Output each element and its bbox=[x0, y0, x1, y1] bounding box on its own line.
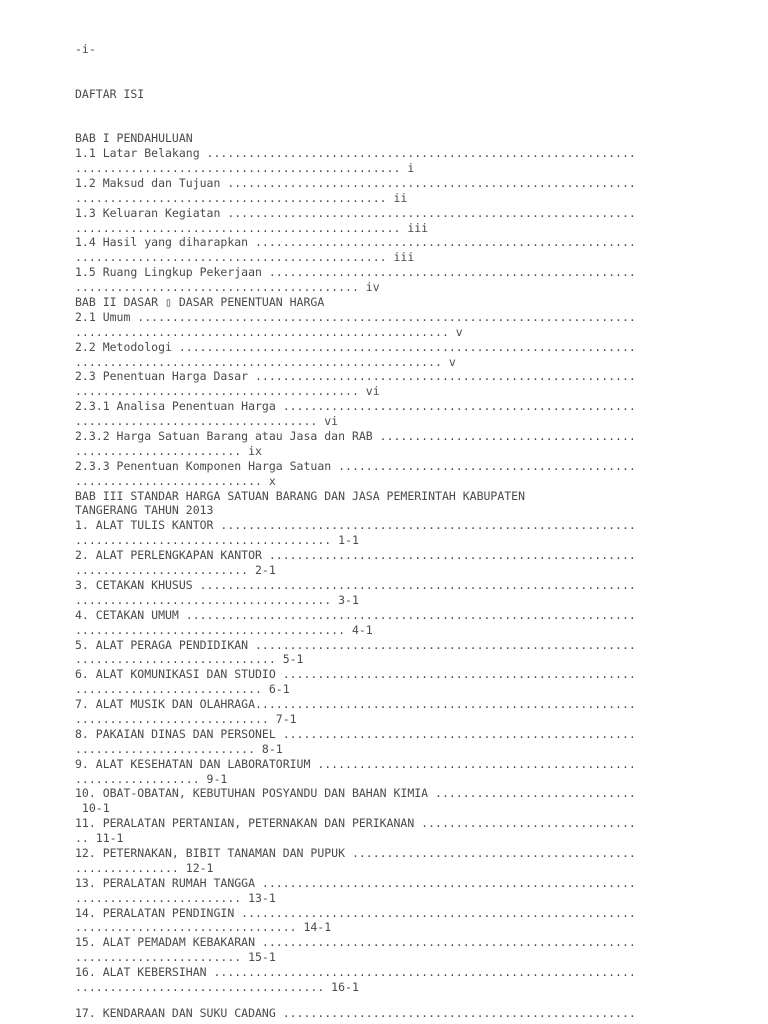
toc-line[interactable]: 5. ALAT PERAGA PENDIDIKAN ....................................................... bbox=[75, 637, 636, 652]
toc-line[interactable]: 14. PERALATAN PENDINGIN ......................................................... bbox=[75, 905, 636, 920]
table-of-contents bbox=[75, 12, 675, 1010]
toc-line[interactable]: 1.3 Keluaran Kegiatan ........................................................... bbox=[75, 205, 636, 220]
toc-line[interactable]: .......................... 8-1 bbox=[75, 741, 283, 756]
toc-line[interactable]: 2.1 Umum ........................................................................ bbox=[75, 309, 636, 324]
toc-line[interactable]: 9. ALAT KESEHATAN DAN LABORATORIUM .............................................. bbox=[75, 756, 636, 771]
toc-line[interactable]: ............... 12-1 bbox=[75, 860, 214, 875]
toc-line[interactable]: 2. ALAT PERLENGKAPAN KANTOR ..................................................... bbox=[75, 548, 636, 563]
toc-line[interactable]: 12. PETERNAKAN, BIBIT TANAMAN DAN PUPUK ......................................... bbox=[75, 845, 636, 860]
toc-line[interactable]: 1.4 Hasil yang diharapkan ....................................................... bbox=[75, 235, 636, 250]
toc-line[interactable]: 15. ALAT PEMADAM KEBAKARAN ...................................................... bbox=[75, 935, 636, 950]
toc-line[interactable]: 10. OBAT-OBATAN, KEBUTUHAN POSYANDU DAN BAHAN KIMIA ............................. bbox=[75, 786, 636, 801]
toc-line[interactable]: ........................ 15-1 bbox=[75, 950, 276, 965]
toc-line[interactable]: 2.3.3 Penentuan Komponen Harga Satuan ........................................... bbox=[75, 458, 636, 473]
toc-line[interactable]: 6. ALAT KOMUNIKASI DAN STUDIO ................................................... bbox=[75, 667, 636, 682]
toc-line[interactable]: 8. PAKAIAN DINAS DAN PERSONEL ................................................... bbox=[75, 726, 636, 741]
toc-line[interactable]: ............................................... i bbox=[75, 161, 415, 175]
toc-line[interactable]: ..................................... 3-1 bbox=[75, 592, 359, 607]
toc-line[interactable]: ............................................. ii bbox=[75, 190, 408, 205]
toc-line[interactable]: ............................................... iii bbox=[75, 220, 429, 235]
toc-line[interactable]: 2.2 Metodologi .................................................................. bbox=[75, 339, 636, 354]
toc-line[interactable]: .. 11-1 bbox=[75, 831, 124, 846]
toc-line[interactable]: ........................ ix bbox=[75, 443, 262, 458]
toc-line[interactable]: BAB III STANDAR HARGA SATUAN BARANG DAN JASA PEMERINTAH KABUPATEN bbox=[75, 488, 526, 503]
toc-line[interactable]: 4. CETAKAN UMUM ................................................................. bbox=[75, 607, 636, 622]
toc-line[interactable]: 1.2 Maksud dan Tujuan ........................................................... bbox=[75, 175, 636, 190]
toc-line[interactable]: 2.3.1 Analisa Penentuan Harga ................................................... bbox=[75, 399, 636, 414]
toc-line[interactable]: ..................................... 1-1 bbox=[75, 533, 359, 548]
toc-line[interactable]: 10-1 bbox=[75, 801, 110, 816]
toc-line[interactable]: TANGERANG TAHUN 2013 bbox=[75, 503, 214, 518]
toc-line[interactable]: 13. PERALATAN RUMAH TANGGA ...................................................... bbox=[75, 875, 636, 890]
toc-line[interactable]: 16. ALAT KEBERSIHAN ............................................................. bbox=[75, 965, 636, 980]
toc-line[interactable]: 1. ALAT TULIS KANTOR ............................................................ bbox=[75, 518, 636, 533]
toc-line[interactable]: .................................... 16-1 bbox=[75, 979, 359, 994]
toc-line[interactable]: ......................................... iv bbox=[75, 280, 380, 295]
toc-line[interactable]: 1.5 Ruang Lingkup Pekerjaan ..................................................... bbox=[75, 265, 636, 280]
toc-line[interactable]: .................. 9-1 bbox=[75, 771, 228, 786]
toc-line[interactable]: ......................................... vi bbox=[75, 384, 380, 399]
toc-line[interactable]: 2.3 Penentuan Harga Dasar ....................................................... bbox=[75, 369, 636, 384]
page-title: DAFTAR ISI bbox=[75, 86, 145, 101]
toc-line[interactable]: 1.1 Latar Belakang .............................................................. bbox=[75, 146, 636, 161]
toc-line[interactable]: ................................... vi bbox=[75, 414, 339, 429]
toc-line[interactable]: ..................................................... v bbox=[75, 354, 456, 369]
toc-line[interactable]: ............................................. iii bbox=[75, 250, 415, 265]
toc-list bbox=[75, 131, 675, 995]
toc-entry-continued[interactable]: 17. KENDARAAN DAN SUKU CADANG ................................................... bbox=[75, 1006, 636, 1020]
toc-line[interactable]: ...................................................... v bbox=[75, 324, 463, 339]
toc-line[interactable]: ........................ 13-1 bbox=[75, 890, 276, 905]
toc-line[interactable]: 2.3.2 Harga Satuan Barang atau Jasa dan RAB ..................................... bbox=[75, 429, 636, 444]
toc-line[interactable]: ............................ 7-1 bbox=[75, 711, 297, 726]
toc-line[interactable]: ........................... 6-1 bbox=[75, 682, 290, 697]
toc-line[interactable]: ......................... 2-1 bbox=[75, 563, 276, 578]
toc-line[interactable]: 11. PERALATAN PERTANIAN, PETERNAKAN DAN PERIKANAN ............................... bbox=[75, 816, 636, 831]
toc-line[interactable]: 7. ALAT MUSIK DAN OLAHRAGA....................................................... bbox=[75, 697, 636, 712]
toc-line[interactable]: BAB II DASAR ▯ DASAR PENENTUAN HARGA bbox=[75, 295, 325, 310]
toc-line[interactable]: BAB I PENDAHULUAN bbox=[75, 131, 193, 146]
toc-line[interactable]: ....................................... 4-1 bbox=[75, 622, 373, 637]
toc-line[interactable]: ........................... x bbox=[75, 473, 276, 488]
page-number: -i- bbox=[75, 41, 96, 56]
toc-line[interactable]: ................................ 14-1 bbox=[75, 920, 332, 935]
toc-line[interactable]: ............................. 5-1 bbox=[75, 652, 304, 667]
toc-line[interactable]: 3. CETAKAN KHUSUS ............................................................... bbox=[75, 577, 636, 592]
